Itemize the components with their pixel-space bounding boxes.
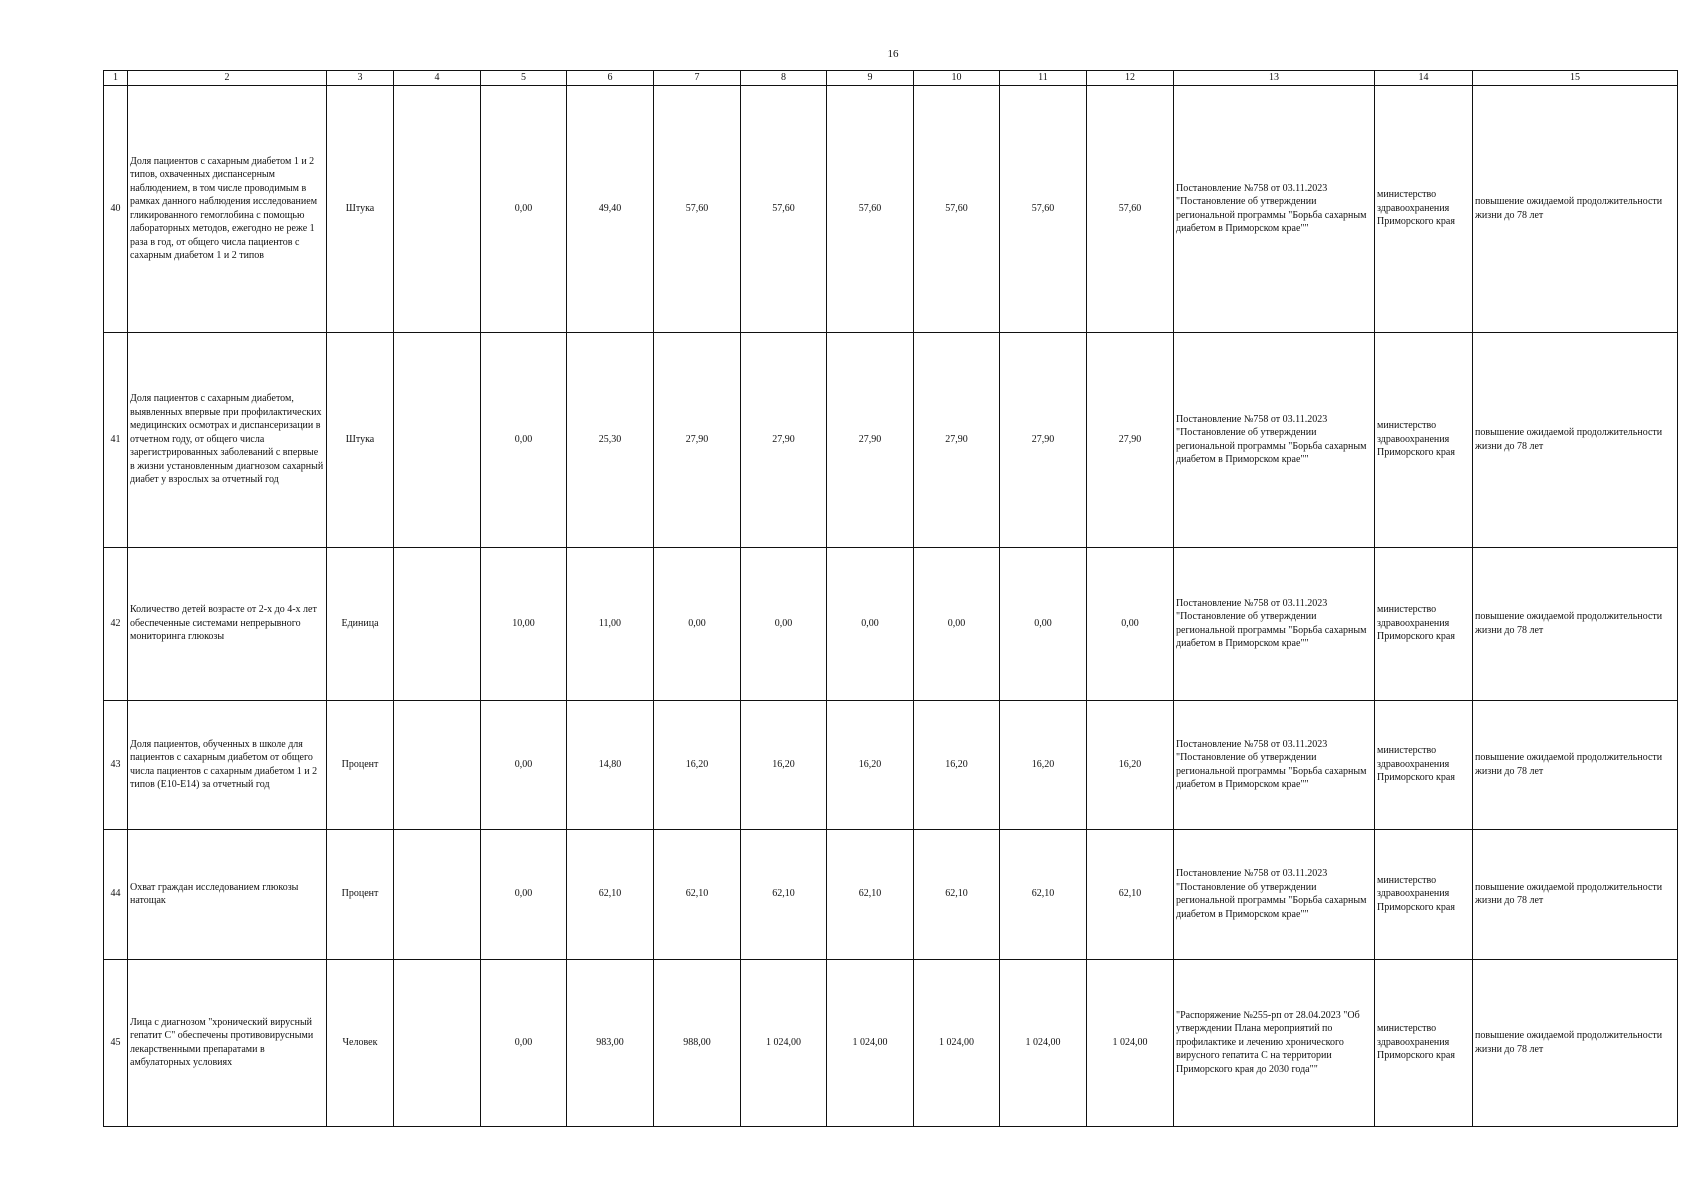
unit-cell: Штука [327, 332, 394, 547]
page-number: 16 [887, 48, 899, 60]
value-cell: 1 024,00 [1000, 959, 1087, 1126]
header-cell: 12 [1087, 71, 1174, 86]
table-row [104, 959, 1678, 1126]
goal-cell: повышение ожидаемой продолжительности жизни до 78 лет [1473, 85, 1678, 332]
value-cell: 1 024,00 [741, 959, 827, 1126]
value-cell: 57,60 [914, 85, 1000, 332]
row-number: 43 [104, 700, 128, 829]
value-cell: 57,60 [654, 85, 741, 332]
responsible-cell: министерство здравоохранения Приморского края [1375, 332, 1473, 547]
value-cell: 14,80 [567, 700, 654, 829]
row-number: 40 [104, 85, 128, 332]
value-cell: 27,90 [654, 332, 741, 547]
header-cell: 8 [741, 71, 827, 86]
value-cell: 0,00 [481, 700, 567, 829]
value-cell: 49,40 [567, 85, 654, 332]
indicator-name: Охват граждан исследованием глюкозы натощак [128, 829, 327, 959]
legal-document-cell: Постановление №758 от 03.11.2023 "Постановление об утверждении региональной программы "Борьба сахарным диабетом в Приморском крае"" [1174, 700, 1375, 829]
value-cell: 27,90 [914, 332, 1000, 547]
value-cell: 16,20 [914, 700, 1000, 829]
row-number: 45 [104, 959, 128, 1126]
goal-cell: повышение ожидаемой продолжительности жизни до 78 лет [1473, 547, 1678, 700]
goal-cell: повышение ожидаемой продолжительности жизни до 78 лет [1473, 332, 1678, 547]
header-cell: 11 [1000, 71, 1087, 86]
value-cell: 57,60 [1087, 85, 1174, 332]
base-cell [394, 700, 481, 829]
header-cell: 6 [567, 71, 654, 86]
base-cell [394, 959, 481, 1126]
header-cell: 5 [481, 71, 567, 86]
value-cell: 0,00 [481, 959, 567, 1126]
value-cell: 10,00 [481, 547, 567, 700]
value-cell: 16,20 [1087, 700, 1174, 829]
unit-cell: Единица [327, 547, 394, 700]
legal-document-cell: Постановление №758 от 03.11.2023 "Постановление об утверждении региональной программы "Борьба сахарным диабетом в Приморском крае"" [1174, 547, 1375, 700]
header-cell: 7 [654, 71, 741, 86]
indicator-name: Лица с диагнозом "хронический вирусный гепатит С" обеспечены противовирусными лекарственными препаратами в амбулаторных условиях [128, 959, 327, 1126]
indicator-name: Доля пациентов с сахарным диабетом 1 и 2 типов, охваченных диспансерным наблюдением, в том числе проводимым в рамках данного наблюдения исследованием гликированного гемоглобина с помощью лабораторных методов, ежегодно не реже 1 раза в год, от общего числа пациентов с сахарным диабетом 1 и 2 типов [128, 85, 327, 332]
row-number: 41 [104, 332, 128, 547]
legal-document-cell: Постановление №758 от 03.11.2023 "Постановление об утверждении региональной программы "Борьба сахарным диабетом в Приморском крае"" [1174, 829, 1375, 959]
value-cell: 0,00 [1000, 547, 1087, 700]
indicator-name: Доля пациентов с сахарным диабетом, выявленных впервые при профилактических медицинских осмотрах и диспансеризации в отчетном году, от общего числа зарегистрированных заболеваний с впервые в жизни установленным диагнозом сахарный диабет у взрослых за отчетный год [128, 332, 327, 547]
value-cell: 62,10 [1087, 829, 1174, 959]
goal-cell: повышение ожидаемой продолжительности жизни до 78 лет [1473, 959, 1678, 1126]
value-cell: 0,00 [914, 547, 1000, 700]
value-cell: 62,10 [567, 829, 654, 959]
indicator-name: Количество детей возрасте от 2-х до 4-х лет обеспеченные системами непрерывного мониторинга глюкозы [128, 547, 327, 700]
value-cell: 16,20 [1000, 700, 1087, 829]
base-cell [394, 85, 481, 332]
column-number-header [104, 71, 1678, 86]
header-cell: 10 [914, 71, 1000, 86]
legal-document-cell: Постановление №758 от 03.11.2023 "Постановление об утверждении региональной программы "Борьба сахарным диабетом в Приморском крае"" [1174, 85, 1375, 332]
unit-cell: Процент [327, 829, 394, 959]
header-cell: 4 [394, 71, 481, 86]
table-row [104, 829, 1678, 959]
unit-cell: Процент [327, 700, 394, 829]
value-cell: 62,10 [741, 829, 827, 959]
table-row [104, 85, 1678, 332]
value-cell: 0,00 [481, 332, 567, 547]
value-cell: 27,90 [1087, 332, 1174, 547]
value-cell: 988,00 [654, 959, 741, 1126]
header-cell: 2 [128, 71, 327, 86]
value-cell: 27,90 [827, 332, 914, 547]
table-row [104, 547, 1678, 700]
table-row [104, 332, 1678, 547]
header-cell: 9 [827, 71, 914, 86]
value-cell: 983,00 [567, 959, 654, 1126]
header-cell: 15 [1473, 71, 1678, 86]
unit-cell: Человек [327, 959, 394, 1126]
value-cell: 1 024,00 [827, 959, 914, 1126]
value-cell: 0,00 [827, 547, 914, 700]
value-cell: 1 024,00 [914, 959, 1000, 1126]
table-row [104, 700, 1678, 829]
value-cell: 1 024,00 [1087, 959, 1174, 1126]
value-cell: 0,00 [741, 547, 827, 700]
header-cell: 1 [104, 71, 128, 86]
indicators-table [103, 70, 1678, 1127]
value-cell: 25,30 [567, 332, 654, 547]
header-cell: 13 [1174, 71, 1375, 86]
value-cell: 57,60 [741, 85, 827, 332]
unit-cell: Штука [327, 85, 394, 332]
value-cell: 27,90 [1000, 332, 1087, 547]
legal-document-cell: "Распоряжение №255-рп от 28.04.2023 "Об утверждении Плана мероприятий по профилактике и лечению хронического вирусного гепатита С на территории Приморского края до 2030 года"" [1174, 959, 1375, 1126]
responsible-cell: министерство здравоохранения Приморского края [1375, 959, 1473, 1126]
goal-cell: повышение ожидаемой продолжительности жизни до 78 лет [1473, 700, 1678, 829]
responsible-cell: министерство здравоохранения Приморского края [1375, 829, 1473, 959]
value-cell: 11,00 [567, 547, 654, 700]
legal-document-cell: Постановление №758 от 03.11.2023 "Постановление об утверждении региональной программы "Борьба сахарным диабетом в Приморском крае"" [1174, 332, 1375, 547]
indicator-name: Доля пациентов, обученных в школе для пациентов с сахарным диабетом от общего числа пациентов с сахарным диабетом 1 и 2 типов (Е10-Е14) за отчетный год [128, 700, 327, 829]
value-cell: 0,00 [481, 85, 567, 332]
row-number: 44 [104, 829, 128, 959]
row-number: 42 [104, 547, 128, 700]
responsible-cell: министерство здравоохранения Приморского края [1375, 85, 1473, 332]
value-cell: 0,00 [1087, 547, 1174, 700]
base-cell [394, 332, 481, 547]
value-cell: 0,00 [654, 547, 741, 700]
value-cell: 16,20 [654, 700, 741, 829]
value-cell: 57,60 [827, 85, 914, 332]
goal-cell: повышение ожидаемой продолжительности жизни до 78 лет [1473, 829, 1678, 959]
value-cell: 27,90 [741, 332, 827, 547]
header-cell: 14 [1375, 71, 1473, 86]
value-cell: 16,20 [741, 700, 827, 829]
value-cell: 57,60 [1000, 85, 1087, 332]
value-cell: 62,10 [827, 829, 914, 959]
value-cell: 62,10 [914, 829, 1000, 959]
base-cell [394, 547, 481, 700]
value-cell: 16,20 [827, 700, 914, 829]
value-cell: 0,00 [481, 829, 567, 959]
header-cell: 3 [327, 71, 394, 86]
value-cell: 62,10 [654, 829, 741, 959]
value-cell: 62,10 [1000, 829, 1087, 959]
responsible-cell: министерство здравоохранения Приморского края [1375, 547, 1473, 700]
responsible-cell: министерство здравоохранения Приморского края [1375, 700, 1473, 829]
base-cell [394, 829, 481, 959]
